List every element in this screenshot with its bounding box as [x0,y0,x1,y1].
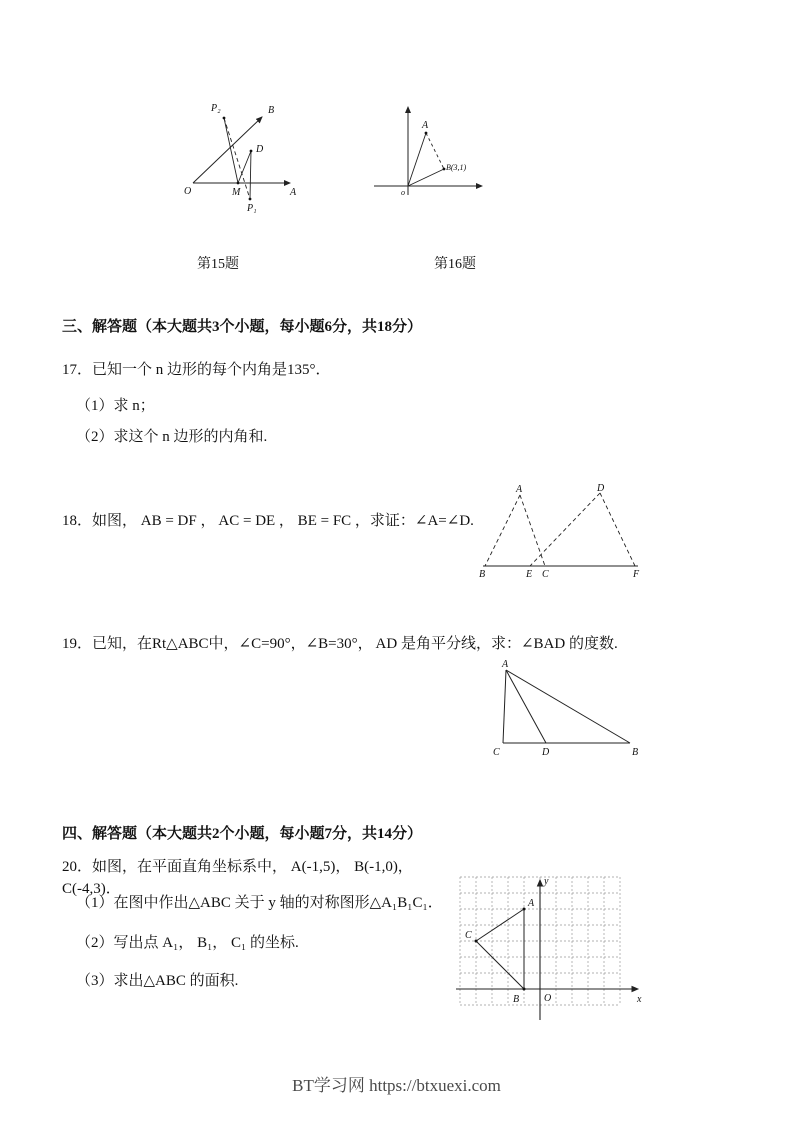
fig15-label-p2: P₂ [211,103,221,114]
question-20-stem: 20．如图，在平面直角坐标系中， A(-1,5)， B(-1,0)， C(-4,3)． [62,859,413,897]
figure-15-caption: 第15题 [197,257,239,272]
fig16-label-a: A [422,120,429,131]
question-19-stem: 19．已知，在Rt△ABC中，∠C=90°，∠B=30°， AD 是角平分线，求：∠BAD 的度数. [62,636,618,652]
figure-16-svg [368,98,493,203]
fig20-label-o: O [544,993,552,1004]
fig15-label-d: D [256,144,264,155]
figure-18 [478,483,643,578]
figure-20 [452,872,647,1022]
fig18-label-f: F [633,569,640,578]
fig19-label-c: C [493,747,500,758]
figure-19-svg [488,658,643,758]
question-18-stem: 18．如图， AB = DF ， AC = DE ， BE = FC ，求证：∠A=∠D. [62,513,474,529]
fig19-label-d: D [542,747,550,758]
section-4-heading: 四、解答题（本大题共2个小题，每小题7分，共14分） [62,826,423,842]
figure-15-svg [178,98,308,218]
fig15-label-m: M [232,187,241,198]
fig18-label-c: C [542,569,549,578]
figure-18-svg [478,483,643,578]
question-20-part1: （1）在图中作出△ABC 关于 y 轴的对称图形△A₁B₁C₁． [76,895,443,911]
fig15-label-b: B [268,105,275,116]
section-3-heading: 三、解答题（本大题共3个小题，每小题6分，共18分） [62,319,423,335]
fig18-label-e: E [526,569,533,578]
fig20-label-y: y [544,876,549,887]
fig19-label-a: A [502,659,509,670]
footer-watermark: BT学习网 https://btxuexi.com [292,1076,501,1095]
question-17-part2: （2）求这个 n 边形的内角和. [76,429,268,445]
fig16-label-o: o [401,188,405,197]
question-20-part3: （3）求出△ABC 的面积. [76,973,239,989]
fig16-label-b: B(3,1) [446,163,467,172]
figure-19 [488,658,643,758]
fig15-label-a: A [290,187,297,198]
fig15-label-o: O [184,186,192,197]
fig20-triangle [476,909,524,989]
figure-15 [178,98,308,218]
figure-16-caption: 第16题 [434,257,476,272]
fig18-label-d: D [597,483,605,494]
fig20-label-b: B [513,994,520,1005]
fig19-triangle [503,670,630,743]
fig18-label-a: A [516,484,523,495]
fig20-label-a: A [528,898,535,909]
question-20-part2: （2）写出点 A₁， B₁， C₁ 的坐标. [76,935,299,951]
fig20-points [475,908,526,991]
fig20-label-c: C [465,930,472,941]
fig15-label-p1: P₁ [247,203,257,214]
question-17-part1: （1）求 n； [76,398,155,414]
fig18-triangles [485,493,635,566]
figure-20-svg [452,872,647,1022]
fig18-label-b: B [479,569,486,578]
fig20-label-x: x [637,994,642,1005]
question-17-stem: 17．已知一个 n 边形的每个内角是135°． [62,362,331,378]
fig16-triangle [408,133,444,186]
fig19-label-b: B [632,747,639,758]
figure-16 [368,98,493,203]
